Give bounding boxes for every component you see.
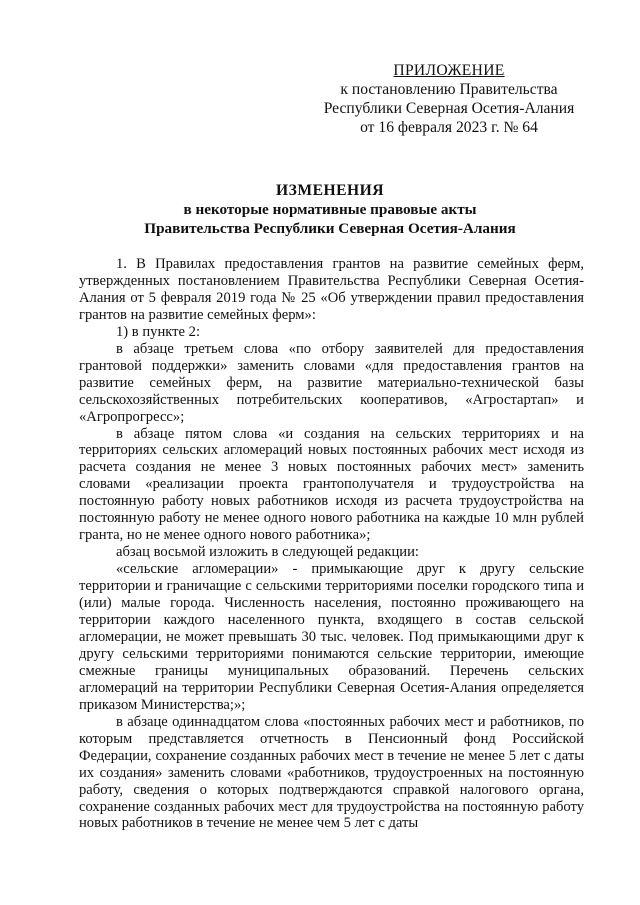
appendix-block [318,61,580,137]
document-heading [80,181,580,238]
paragraph: в абзаце пятом слова «и создания на сельских территориях и на территориях сельских агломераций новых постоянных рабочих мест исходя из расчета создания не менее 3 новых постоянных рабочих мест» заменить словами «реализации проекта грантополучателя и трудоустройства на постоянную работу новых работников исходя из расчета трудоустройства на постоянную работу не менее одного нового работника на каждые 10 млн рублей гранта, но не менее одного нового работника»; [79,425,584,544]
appendix-title: ПРИЛОЖЕНИЕ [393,62,505,79]
appendix-date-line: от 16 февраля 2023 г. № 64 [360,119,538,136]
paragraph: абзац восьмой изложить в следующей редакции: [116,544,419,561]
appendix-line: Республики Северная Осетия-Алания [323,100,575,117]
document-body [79,256,584,832]
paragraph: «сельские агломерации» - примыкающие друг к другу сельские территории и граничащие с сельскими территориями поселки городского типа и (или) малые города. Численность населения, постоянно проживающего на территории каждого населенного пункта, входящего в состав сельской агломерации, не может превышать 30 тыс. человек. Под примыкающими друг к другу сельскими территориями понимаются сельские территории, имеющие смежные границы муниципальных образований. Перечень сельских агломераций на территории Республики Северная Осетия-Алания определяется приказом Министерства;»; [79,561,584,713]
paragraph: 1. В Правилах предоставления грантов на развитие семейных ферм, утвержденных постановлением Правительства Республики Северная Осетия-Алания от 5 февраля 2019 года № 25 «Об утверждении правил предоставления грантов на развитие семейных ферм»: [79,256,584,323]
heading-title: ИЗМЕНЕНИЯ [275,182,385,199]
heading-subtitle: в некоторые нормативные правовые акты [183,201,477,218]
paragraph: в абзаце третьем слова «по отбору заявителей для предоставления грантовой поддержки» заменить словами «для предоставления грантов на развитие семейных ферм, на развитие материально-технической базы сельскохозяйственных потребительских кооперативов, «Агростартап» и «Агропрогресс»; [79,340,584,425]
paragraph: в абзаце одиннадцатом слова «постоянных рабочих мест и работников, по которым представляется отчетность в Пенсионный фонд Российской Федерации, сохранение созданных рабочих мест в течение не менее 5 лет с даты их создания» заменить словами «работников, трудоустроенных на постоянную работу, сведения о которых подтверждаются справкой налогового органа, сохранение созданных рабочих мест для трудоустройства на постоянную работу новых работников в течение не менее чем 5 лет с даты [79,713,584,832]
heading-subtitle: Правительства Республики Северная Осетия-Алания [144,220,516,237]
appendix-line: к постановлению Правительства [340,81,558,98]
paragraph: 1) в пункте 2: [116,323,201,340]
